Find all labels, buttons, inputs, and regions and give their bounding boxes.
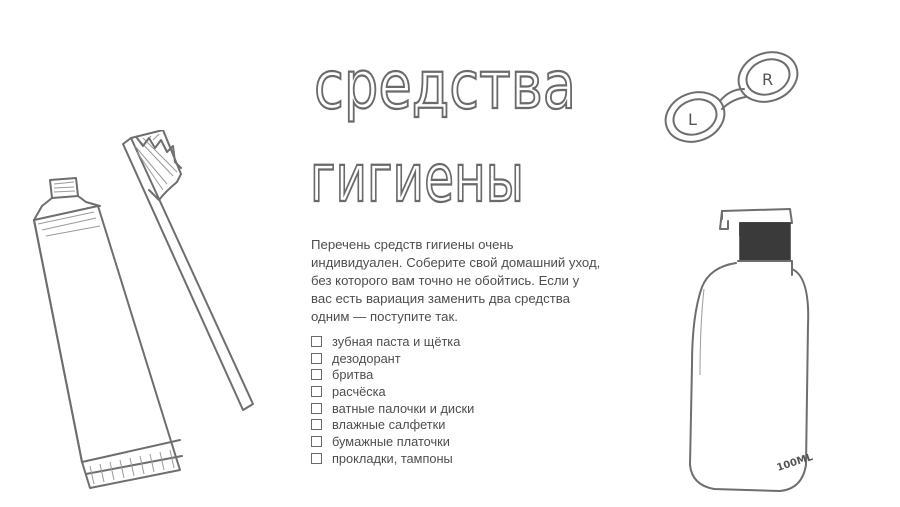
- checkbox-icon[interactable]: [311, 419, 322, 430]
- checklist-item[interactable]: [311, 350, 474, 367]
- page-title: [310, 36, 610, 211]
- checkbox-icon[interactable]: [311, 353, 322, 364]
- checklist-item-label: бумажные платочки: [332, 433, 450, 449]
- checklist-item-label: влажные салфетки: [332, 417, 446, 433]
- checklist-item[interactable]: [311, 450, 474, 467]
- checklist-item[interactable]: [311, 383, 474, 400]
- checklist-item-label: зубная паста и щётка: [332, 333, 461, 349]
- checkbox-icon[interactable]: [311, 403, 322, 414]
- checkbox-icon[interactable]: [311, 369, 322, 380]
- checkbox-icon[interactable]: [311, 336, 322, 347]
- checklist-item[interactable]: [311, 400, 474, 417]
- title-line-1: средства: [314, 47, 576, 124]
- checklist-item[interactable]: [311, 366, 474, 383]
- title-line-2: гигиены: [310, 140, 524, 211]
- checklist-item[interactable]: [311, 433, 474, 450]
- toothbrush-icon: [115, 130, 260, 415]
- pump-bottle-icon: [680, 205, 830, 500]
- checklist-item[interactable]: [311, 416, 474, 433]
- checklist-item-label: прокладки, тампоны: [332, 450, 453, 466]
- hygiene-checklist: [311, 333, 474, 467]
- checklist-item[interactable]: [311, 333, 474, 350]
- checklist-item-label: дезодорант: [332, 350, 401, 366]
- checkbox-icon[interactable]: [311, 386, 322, 397]
- right-lens-letter: R: [762, 70, 774, 89]
- checkbox-icon[interactable]: [311, 453, 322, 464]
- left-lens-letter: L: [688, 110, 697, 129]
- checklist-item-label: бритва: [332, 367, 374, 383]
- checklist-item-label: ватные палочки и диски: [332, 400, 475, 416]
- checkbox-icon[interactable]: [311, 436, 322, 447]
- glasses-icon: [660, 45, 805, 145]
- bottle-volume-label: 100ML: [775, 451, 815, 474]
- checklist-item-label: расчёска: [332, 383, 386, 399]
- intro-text: Перечень средств гигиены очень индивидуален. Соберите свой домашний уход, без которого вам точно не обойтись. Если у вас есть вариация заменить два средства одним — поступите так.: [311, 237, 601, 324]
